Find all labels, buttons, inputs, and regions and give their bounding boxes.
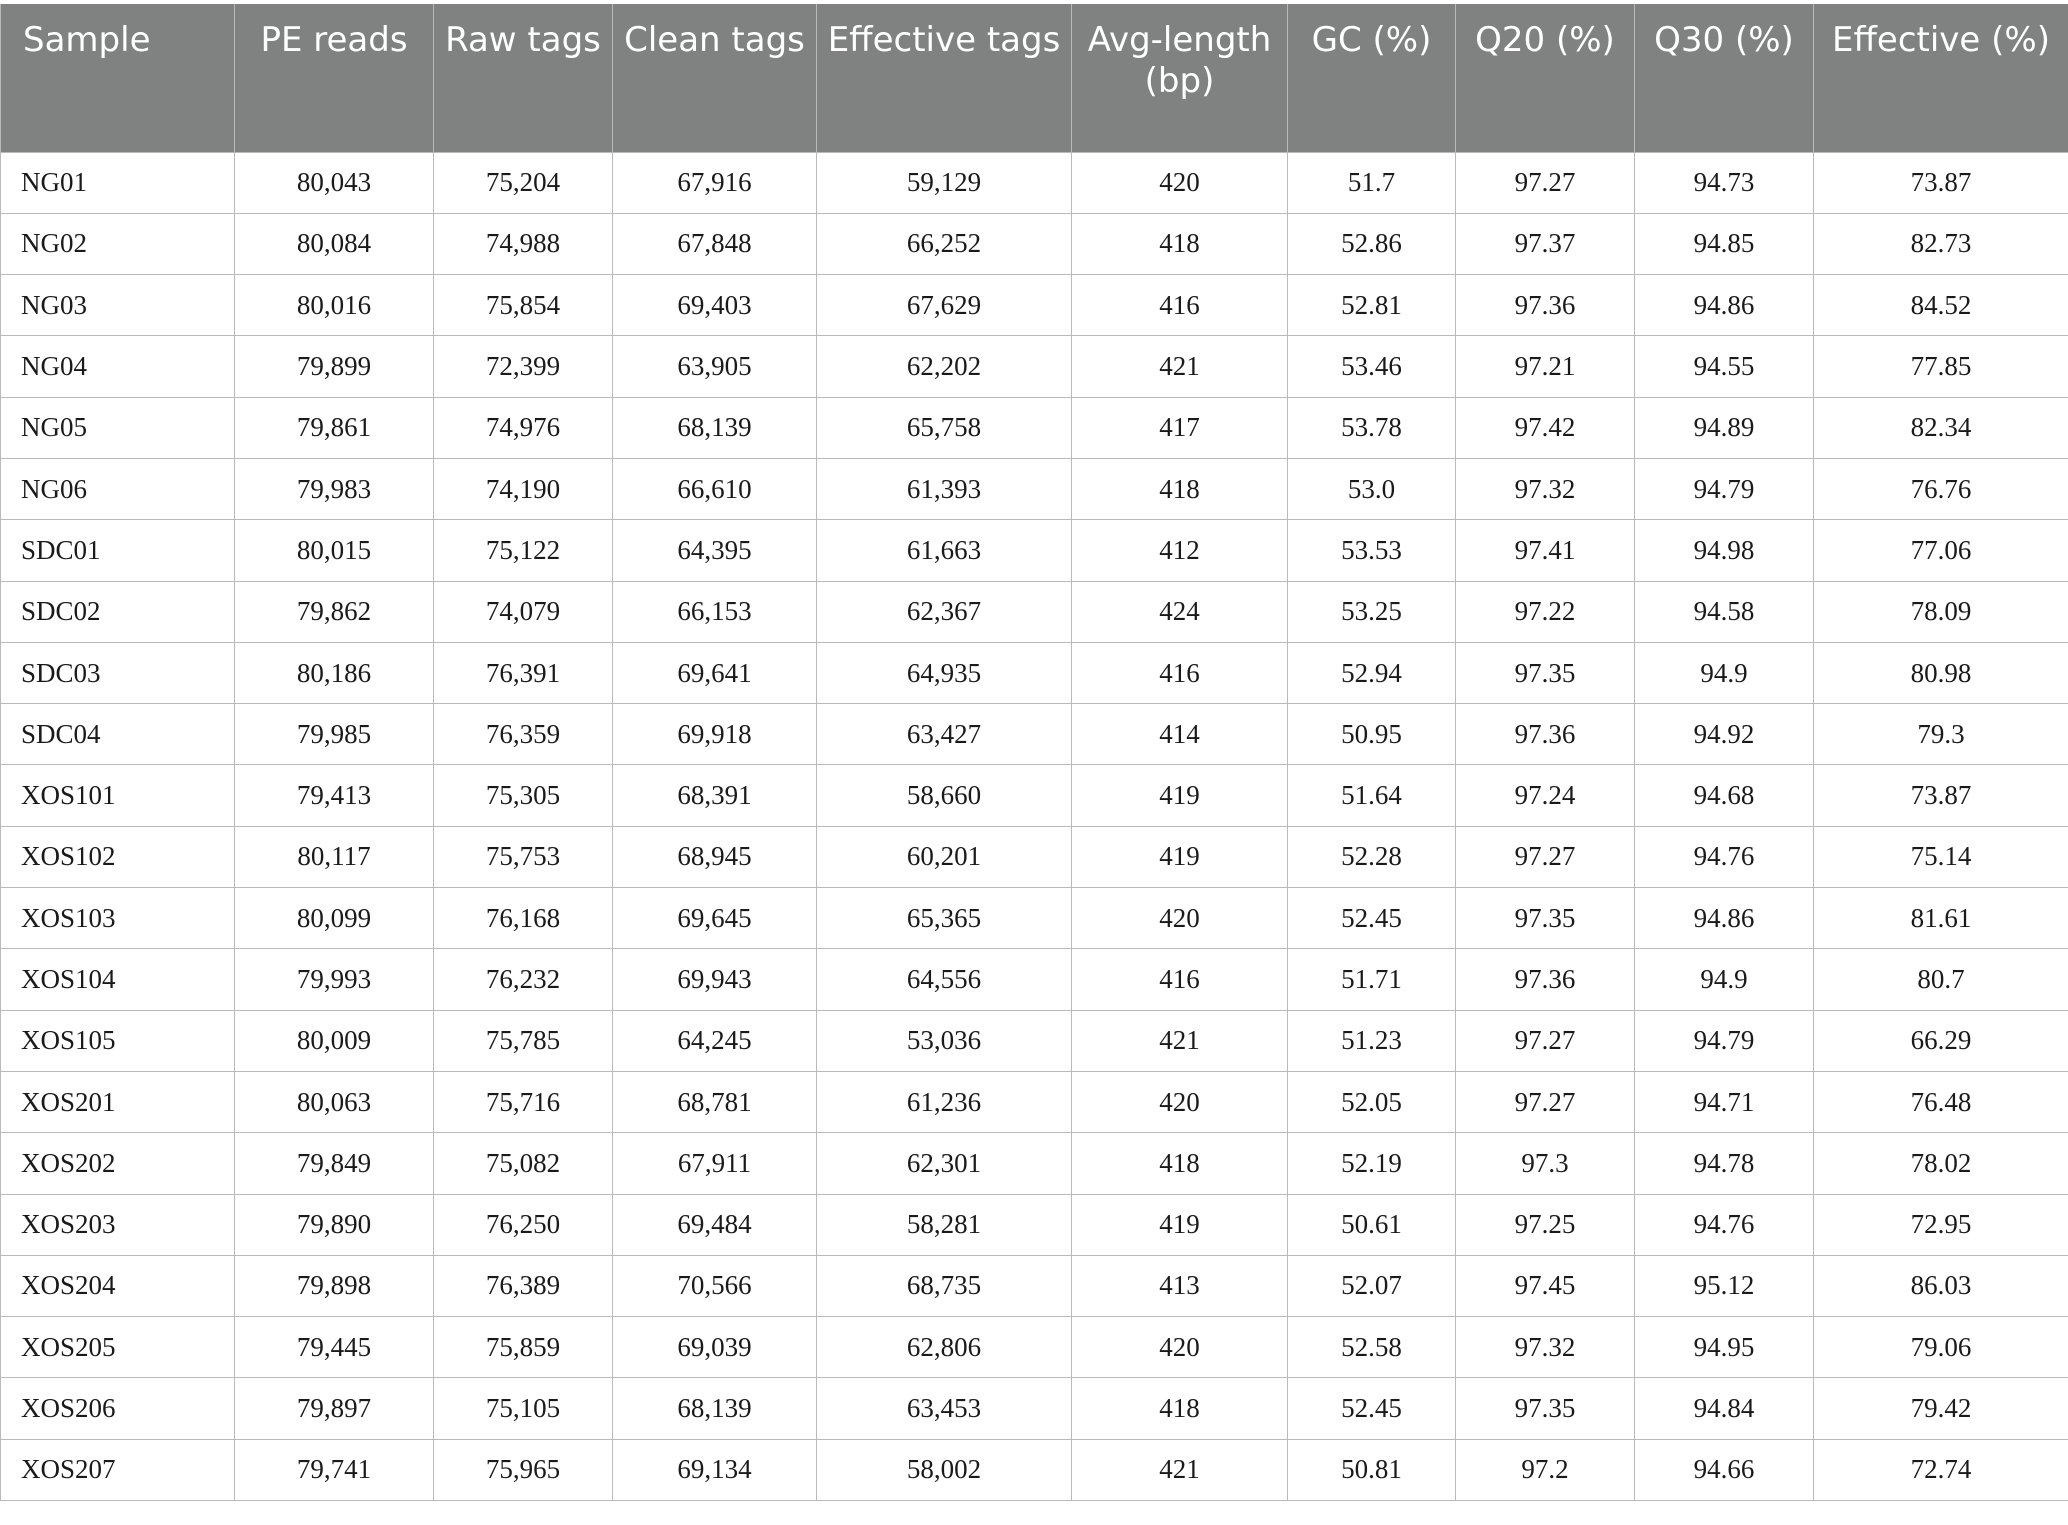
cell-q30: 94.55 bbox=[1635, 336, 1814, 397]
cell-clean-tags: 63,905 bbox=[613, 336, 817, 397]
cell-sample: SDC04 bbox=[1, 704, 235, 765]
cell-pe-reads: 79,993 bbox=[235, 949, 434, 1010]
cell-sample: NG01 bbox=[1, 152, 235, 213]
cell-q30: 94.86 bbox=[1635, 888, 1814, 949]
cell-avg-length: 420 bbox=[1072, 1071, 1288, 1132]
cell-effective-tags: 63,453 bbox=[817, 1378, 1072, 1439]
cell-sample: XOS102 bbox=[1, 826, 235, 887]
table-row bbox=[1, 1439, 2068, 1500]
cell-sample: XOS103 bbox=[1, 888, 235, 949]
cell-effective-percent: 79.42 bbox=[1814, 1378, 2068, 1439]
cell-effective-percent: 82.73 bbox=[1814, 213, 2068, 274]
cell-pe-reads: 79,983 bbox=[235, 458, 434, 519]
cell-raw-tags: 76,232 bbox=[434, 949, 613, 1010]
cell-q20: 97.27 bbox=[1456, 1071, 1635, 1132]
cell-avg-length: 412 bbox=[1072, 520, 1288, 581]
cell-clean-tags: 70,566 bbox=[613, 1255, 817, 1316]
cell-gc: 52.45 bbox=[1288, 888, 1456, 949]
table-row bbox=[1, 1194, 2068, 1255]
table-row bbox=[1, 949, 2068, 1010]
cell-q30: 94.68 bbox=[1635, 765, 1814, 826]
cell-raw-tags: 75,716 bbox=[434, 1071, 613, 1132]
cell-q30: 94.66 bbox=[1635, 1439, 1814, 1500]
cell-avg-length: 421 bbox=[1072, 1439, 1288, 1500]
cell-gc: 52.19 bbox=[1288, 1133, 1456, 1194]
header-row bbox=[1, 4, 2068, 152]
cell-pe-reads: 79,849 bbox=[235, 1133, 434, 1194]
cell-avg-length: 421 bbox=[1072, 336, 1288, 397]
cell-q30: 94.79 bbox=[1635, 458, 1814, 519]
cell-clean-tags: 67,848 bbox=[613, 213, 817, 274]
cell-clean-tags: 68,139 bbox=[613, 1378, 817, 1439]
cell-effective-percent: 73.87 bbox=[1814, 765, 2068, 826]
cell-effective-percent: 79.3 bbox=[1814, 704, 2068, 765]
cell-q20: 97.32 bbox=[1456, 458, 1635, 519]
cell-effective-tags: 58,281 bbox=[817, 1194, 1072, 1255]
cell-avg-length: 416 bbox=[1072, 949, 1288, 1010]
cell-effective-percent: 76.76 bbox=[1814, 458, 2068, 519]
cell-effective-percent: 84.52 bbox=[1814, 275, 2068, 336]
cell-sample: XOS104 bbox=[1, 949, 235, 1010]
cell-avg-length: 419 bbox=[1072, 826, 1288, 887]
cell-q20: 97.22 bbox=[1456, 581, 1635, 642]
table-row bbox=[1, 152, 2068, 213]
cell-effective-tags: 58,660 bbox=[817, 765, 1072, 826]
cell-sample: SDC03 bbox=[1, 642, 235, 703]
cell-clean-tags: 68,139 bbox=[613, 397, 817, 458]
cell-effective-percent: 86.03 bbox=[1814, 1255, 2068, 1316]
cell-clean-tags: 69,645 bbox=[613, 888, 817, 949]
cell-clean-tags: 69,641 bbox=[613, 642, 817, 703]
cell-gc: 53.53 bbox=[1288, 520, 1456, 581]
cell-q30: 94.79 bbox=[1635, 1010, 1814, 1071]
cell-pe-reads: 79,413 bbox=[235, 765, 434, 826]
cell-effective-percent: 75.14 bbox=[1814, 826, 2068, 887]
cell-raw-tags: 72,399 bbox=[434, 336, 613, 397]
sample-stats-table-container bbox=[0, 4, 2068, 1501]
cell-effective-tags: 58,002 bbox=[817, 1439, 1072, 1500]
cell-avg-length: 420 bbox=[1072, 1317, 1288, 1378]
table-row bbox=[1, 1133, 2068, 1194]
cell-avg-length: 424 bbox=[1072, 581, 1288, 642]
cell-effective-percent: 77.06 bbox=[1814, 520, 2068, 581]
cell-q20: 97.36 bbox=[1456, 704, 1635, 765]
cell-q30: 94.85 bbox=[1635, 213, 1814, 274]
cell-sample: XOS105 bbox=[1, 1010, 235, 1071]
cell-pe-reads: 80,009 bbox=[235, 1010, 434, 1071]
cell-gc: 50.95 bbox=[1288, 704, 1456, 765]
cell-q30: 94.76 bbox=[1635, 1194, 1814, 1255]
cell-gc: 52.58 bbox=[1288, 1317, 1456, 1378]
cell-effective-percent: 76.48 bbox=[1814, 1071, 2068, 1132]
cell-raw-tags: 74,976 bbox=[434, 397, 613, 458]
header-pe-reads: PE reads bbox=[235, 4, 434, 152]
cell-avg-length: 420 bbox=[1072, 152, 1288, 213]
cell-effective-percent: 72.74 bbox=[1814, 1439, 2068, 1500]
cell-sample: NG05 bbox=[1, 397, 235, 458]
cell-sample: NG06 bbox=[1, 458, 235, 519]
cell-raw-tags: 74,988 bbox=[434, 213, 613, 274]
cell-effective-tags: 62,806 bbox=[817, 1317, 1072, 1378]
cell-q20: 97.25 bbox=[1456, 1194, 1635, 1255]
cell-q20: 97.27 bbox=[1456, 1010, 1635, 1071]
cell-q30: 94.84 bbox=[1635, 1378, 1814, 1439]
cell-pe-reads: 80,099 bbox=[235, 888, 434, 949]
cell-q30: 94.98 bbox=[1635, 520, 1814, 581]
header-sample: Sample bbox=[1, 4, 235, 152]
cell-pe-reads: 80,084 bbox=[235, 213, 434, 274]
cell-effective-percent: 80.7 bbox=[1814, 949, 2068, 1010]
cell-pe-reads: 79,897 bbox=[235, 1378, 434, 1439]
table-row bbox=[1, 1317, 2068, 1378]
cell-avg-length: 413 bbox=[1072, 1255, 1288, 1316]
cell-avg-length: 419 bbox=[1072, 1194, 1288, 1255]
cell-pe-reads: 79,899 bbox=[235, 336, 434, 397]
cell-pe-reads: 79,861 bbox=[235, 397, 434, 458]
cell-gc: 53.0 bbox=[1288, 458, 1456, 519]
cell-gc: 52.81 bbox=[1288, 275, 1456, 336]
cell-effective-tags: 59,129 bbox=[817, 152, 1072, 213]
cell-effective-tags: 61,393 bbox=[817, 458, 1072, 519]
cell-effective-tags: 61,663 bbox=[817, 520, 1072, 581]
cell-avg-length: 414 bbox=[1072, 704, 1288, 765]
cell-effective-tags: 62,367 bbox=[817, 581, 1072, 642]
cell-effective-percent: 77.85 bbox=[1814, 336, 2068, 397]
cell-q20: 97.24 bbox=[1456, 765, 1635, 826]
cell-q20: 97.21 bbox=[1456, 336, 1635, 397]
cell-avg-length: 417 bbox=[1072, 397, 1288, 458]
header-effective-tags: Effective tags bbox=[817, 4, 1072, 152]
cell-raw-tags: 75,082 bbox=[434, 1133, 613, 1194]
cell-effective-tags: 65,365 bbox=[817, 888, 1072, 949]
cell-clean-tags: 67,911 bbox=[613, 1133, 817, 1194]
header-q20: Q20 (%) bbox=[1456, 4, 1635, 152]
cell-raw-tags: 75,122 bbox=[434, 520, 613, 581]
cell-clean-tags: 69,484 bbox=[613, 1194, 817, 1255]
table-row bbox=[1, 581, 2068, 642]
cell-avg-length: 418 bbox=[1072, 1378, 1288, 1439]
cell-effective-tags: 53,036 bbox=[817, 1010, 1072, 1071]
cell-effective-tags: 63,427 bbox=[817, 704, 1072, 765]
table-row bbox=[1, 1255, 2068, 1316]
cell-pe-reads: 80,186 bbox=[235, 642, 434, 703]
cell-clean-tags: 68,945 bbox=[613, 826, 817, 887]
cell-clean-tags: 67,916 bbox=[613, 152, 817, 213]
cell-clean-tags: 69,403 bbox=[613, 275, 817, 336]
cell-q30: 94.9 bbox=[1635, 949, 1814, 1010]
sample-stats-table bbox=[0, 4, 2068, 1501]
cell-q20: 97.35 bbox=[1456, 642, 1635, 703]
cell-raw-tags: 75,105 bbox=[434, 1378, 613, 1439]
cell-clean-tags: 64,245 bbox=[613, 1010, 817, 1071]
cell-gc: 52.07 bbox=[1288, 1255, 1456, 1316]
cell-raw-tags: 76,168 bbox=[434, 888, 613, 949]
cell-avg-length: 420 bbox=[1072, 888, 1288, 949]
cell-clean-tags: 64,395 bbox=[613, 520, 817, 581]
cell-q30: 94.95 bbox=[1635, 1317, 1814, 1378]
table-row bbox=[1, 642, 2068, 703]
cell-gc: 52.45 bbox=[1288, 1378, 1456, 1439]
cell-q30: 94.89 bbox=[1635, 397, 1814, 458]
cell-q20: 97.45 bbox=[1456, 1255, 1635, 1316]
cell-raw-tags: 75,753 bbox=[434, 826, 613, 887]
cell-clean-tags: 69,943 bbox=[613, 949, 817, 1010]
cell-clean-tags: 69,039 bbox=[613, 1317, 817, 1378]
cell-avg-length: 418 bbox=[1072, 1133, 1288, 1194]
cell-raw-tags: 76,389 bbox=[434, 1255, 613, 1316]
table-row bbox=[1, 704, 2068, 765]
cell-effective-tags: 60,201 bbox=[817, 826, 1072, 887]
cell-sample: SDC01 bbox=[1, 520, 235, 581]
cell-raw-tags: 75,204 bbox=[434, 152, 613, 213]
cell-clean-tags: 69,918 bbox=[613, 704, 817, 765]
cell-gc: 50.61 bbox=[1288, 1194, 1456, 1255]
cell-pe-reads: 79,890 bbox=[235, 1194, 434, 1255]
header-q30: Q30 (%) bbox=[1635, 4, 1814, 152]
cell-effective-tags: 64,556 bbox=[817, 949, 1072, 1010]
cell-effective-percent: 66.29 bbox=[1814, 1010, 2068, 1071]
cell-raw-tags: 75,854 bbox=[434, 275, 613, 336]
cell-effective-tags: 67,629 bbox=[817, 275, 1072, 336]
cell-pe-reads: 80,015 bbox=[235, 520, 434, 581]
cell-sample: XOS202 bbox=[1, 1133, 235, 1194]
cell-q20: 97.27 bbox=[1456, 826, 1635, 887]
cell-gc: 53.46 bbox=[1288, 336, 1456, 397]
cell-effective-percent: 80.98 bbox=[1814, 642, 2068, 703]
cell-pe-reads: 80,043 bbox=[235, 152, 434, 213]
cell-clean-tags: 66,153 bbox=[613, 581, 817, 642]
header-avg-length: Avg-length (bp) bbox=[1072, 4, 1288, 152]
cell-clean-tags: 66,610 bbox=[613, 458, 817, 519]
table-row bbox=[1, 213, 2068, 274]
cell-pe-reads: 80,117 bbox=[235, 826, 434, 887]
cell-raw-tags: 76,359 bbox=[434, 704, 613, 765]
cell-q30: 94.76 bbox=[1635, 826, 1814, 887]
cell-effective-percent: 78.02 bbox=[1814, 1133, 2068, 1194]
cell-effective-percent: 73.87 bbox=[1814, 152, 2068, 213]
header-raw-tags: Raw tags bbox=[434, 4, 613, 152]
cell-effective-percent: 78.09 bbox=[1814, 581, 2068, 642]
cell-effective-tags: 61,236 bbox=[817, 1071, 1072, 1132]
cell-effective-percent: 72.95 bbox=[1814, 1194, 2068, 1255]
cell-q20: 97.36 bbox=[1456, 949, 1635, 1010]
cell-sample: SDC02 bbox=[1, 581, 235, 642]
cell-sample: XOS203 bbox=[1, 1194, 235, 1255]
cell-gc: 51.23 bbox=[1288, 1010, 1456, 1071]
cell-avg-length: 416 bbox=[1072, 275, 1288, 336]
cell-gc: 53.25 bbox=[1288, 581, 1456, 642]
table-row bbox=[1, 888, 2068, 949]
table-body bbox=[1, 152, 2068, 1501]
cell-sample: XOS101 bbox=[1, 765, 235, 826]
cell-pe-reads: 80,063 bbox=[235, 1071, 434, 1132]
cell-effective-tags: 62,202 bbox=[817, 336, 1072, 397]
table-row bbox=[1, 458, 2068, 519]
cell-gc: 50.81 bbox=[1288, 1439, 1456, 1500]
cell-effective-percent: 81.61 bbox=[1814, 888, 2068, 949]
cell-pe-reads: 80,016 bbox=[235, 275, 434, 336]
cell-sample: XOS207 bbox=[1, 1439, 235, 1500]
cell-effective-tags: 62,301 bbox=[817, 1133, 1072, 1194]
cell-raw-tags: 76,250 bbox=[434, 1194, 613, 1255]
cell-clean-tags: 69,134 bbox=[613, 1439, 817, 1500]
cell-raw-tags: 75,859 bbox=[434, 1317, 613, 1378]
cell-sample: XOS204 bbox=[1, 1255, 235, 1316]
table-row bbox=[1, 336, 2068, 397]
cell-avg-length: 419 bbox=[1072, 765, 1288, 826]
cell-gc: 52.05 bbox=[1288, 1071, 1456, 1132]
header-effective-percent: Effective (%) bbox=[1814, 4, 2068, 152]
cell-gc: 52.86 bbox=[1288, 213, 1456, 274]
cell-effective-tags: 64,935 bbox=[817, 642, 1072, 703]
cell-gc: 51.64 bbox=[1288, 765, 1456, 826]
cell-sample: NG02 bbox=[1, 213, 235, 274]
cell-q20: 97.37 bbox=[1456, 213, 1635, 274]
cell-gc: 51.7 bbox=[1288, 152, 1456, 213]
cell-pe-reads: 79,741 bbox=[235, 1439, 434, 1500]
table-row bbox=[1, 520, 2068, 581]
cell-q20: 97.27 bbox=[1456, 152, 1635, 213]
cell-q30: 94.78 bbox=[1635, 1133, 1814, 1194]
cell-q20: 97.36 bbox=[1456, 275, 1635, 336]
cell-q20: 97.3 bbox=[1456, 1133, 1635, 1194]
cell-avg-length: 418 bbox=[1072, 458, 1288, 519]
cell-q30: 95.12 bbox=[1635, 1255, 1814, 1316]
header-gc: GC (%) bbox=[1288, 4, 1456, 152]
cell-avg-length: 418 bbox=[1072, 213, 1288, 274]
cell-clean-tags: 68,781 bbox=[613, 1071, 817, 1132]
cell-sample: XOS206 bbox=[1, 1378, 235, 1439]
cell-sample: XOS201 bbox=[1, 1071, 235, 1132]
cell-q20: 97.35 bbox=[1456, 888, 1635, 949]
cell-clean-tags: 68,391 bbox=[613, 765, 817, 826]
cell-q30: 94.73 bbox=[1635, 152, 1814, 213]
table-row bbox=[1, 397, 2068, 458]
cell-q30: 94.92 bbox=[1635, 704, 1814, 765]
cell-gc: 52.94 bbox=[1288, 642, 1456, 703]
table-row bbox=[1, 1378, 2068, 1439]
cell-raw-tags: 76,391 bbox=[434, 642, 613, 703]
cell-raw-tags: 74,079 bbox=[434, 581, 613, 642]
cell-raw-tags: 75,305 bbox=[434, 765, 613, 826]
cell-raw-tags: 75,785 bbox=[434, 1010, 613, 1071]
table-row bbox=[1, 765, 2068, 826]
cell-sample: NG04 bbox=[1, 336, 235, 397]
cell-pe-reads: 79,862 bbox=[235, 581, 434, 642]
cell-effective-percent: 79.06 bbox=[1814, 1317, 2068, 1378]
cell-q20: 97.42 bbox=[1456, 397, 1635, 458]
table-row bbox=[1, 826, 2068, 887]
cell-sample: XOS205 bbox=[1, 1317, 235, 1378]
cell-q20: 97.32 bbox=[1456, 1317, 1635, 1378]
cell-gc: 52.28 bbox=[1288, 826, 1456, 887]
cell-avg-length: 421 bbox=[1072, 1010, 1288, 1071]
cell-pe-reads: 79,898 bbox=[235, 1255, 434, 1316]
table-row bbox=[1, 1010, 2068, 1071]
cell-q30: 94.71 bbox=[1635, 1071, 1814, 1132]
cell-q20: 97.35 bbox=[1456, 1378, 1635, 1439]
cell-effective-percent: 82.34 bbox=[1814, 397, 2068, 458]
cell-effective-tags: 68,735 bbox=[817, 1255, 1072, 1316]
header-clean-tags: Clean tags bbox=[613, 4, 817, 152]
cell-raw-tags: 75,965 bbox=[434, 1439, 613, 1500]
cell-effective-tags: 66,252 bbox=[817, 213, 1072, 274]
cell-pe-reads: 79,985 bbox=[235, 704, 434, 765]
cell-gc: 53.78 bbox=[1288, 397, 1456, 458]
cell-q30: 94.9 bbox=[1635, 642, 1814, 703]
table-row bbox=[1, 275, 2068, 336]
cell-q20: 97.41 bbox=[1456, 520, 1635, 581]
cell-effective-tags: 65,758 bbox=[817, 397, 1072, 458]
cell-gc: 51.71 bbox=[1288, 949, 1456, 1010]
cell-q20: 97.2 bbox=[1456, 1439, 1635, 1500]
cell-sample: NG03 bbox=[1, 275, 235, 336]
cell-q30: 94.86 bbox=[1635, 275, 1814, 336]
cell-avg-length: 416 bbox=[1072, 642, 1288, 703]
cell-raw-tags: 74,190 bbox=[434, 458, 613, 519]
cell-pe-reads: 79,445 bbox=[235, 1317, 434, 1378]
table-row bbox=[1, 1071, 2068, 1132]
cell-q30: 94.58 bbox=[1635, 581, 1814, 642]
